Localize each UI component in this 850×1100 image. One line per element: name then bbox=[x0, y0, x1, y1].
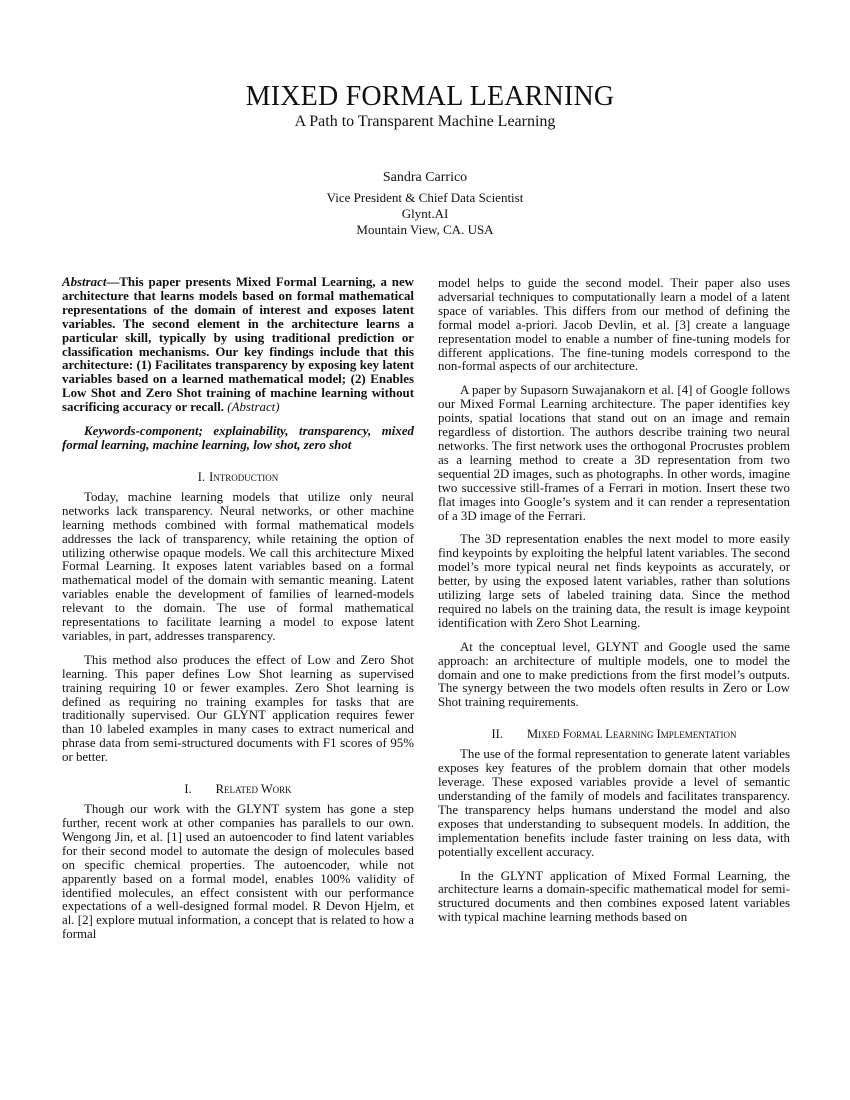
section-number: I. bbox=[197, 469, 206, 484]
abstract-label: Abstract bbox=[62, 275, 107, 289]
section-heading-implementation bbox=[438, 726, 790, 742]
section-title: Related Work bbox=[215, 782, 292, 797]
related-paragraph-2: A paper by Supasorn Suwajanakorn et al. [4] of Google follows our Mixed Formal Learning architecture. The paper identifies key points, spatial locations that stand out on an image and remain regardless of distortion. The authors describe training two neural networks. The first network uses the orthogonal Procrustes problem as a learning method to create a 3D representation from two sequential 2D images, such as photographs. In other words, imagine two successive still-frames of a Ferrari in motion. Insert these two flat images into Google’s system and it can render a representation of a 3D image of the Ferrari. bbox=[438, 383, 790, 523]
intro-paragraph-1: Today, machine learning models that utilize only neural networks lack transparency. Neural networks, or other machine learning methods combined with formal mathematical models addresses the lack of transparency, while retaining the option of utilizing otherwise opaque models. We call this architecture Mixed Formal Learning. It exposes latent variables based on a formal mathematical model of the domain with semantic meaning. Latent variables enable the development of families of learned-models relevant to the domain. The use of formal mathematical representations to facilitate learning a model to expose latent variables, in part, addresses transparency. bbox=[62, 489, 414, 643]
paper-title: MIXED FORMAL LEARNING bbox=[245, 81, 615, 112]
keywords: Keywords-component; explainability, transparency, mixed formal learning, machine learning, low shot, zero shot bbox=[62, 424, 414, 452]
implementation-paragraph-2: In the GLYNT application of Mixed Formal Learning, the architecture learns a domain-specific mathematical model for semi-structured documents and then combines exposed latent variables with typical machine learning methods based on bbox=[438, 868, 790, 925]
paper-subtitle: A Path to Transparent Machine Learning bbox=[294, 113, 556, 130]
related-paragraph-4: At the conceptual level, GLYNT and Google used the same approach: an architecture of multiple models, one to model the domain and one to make predictions from the first model’s outputs. The synergy between the two models often results in Zero or Low Shot training requirements. bbox=[438, 639, 790, 710]
section-number: II. bbox=[491, 727, 503, 742]
author-name: Sandra Carrico bbox=[382, 170, 468, 185]
section-number: I. bbox=[184, 782, 192, 797]
abstract bbox=[62, 276, 414, 415]
author-title: Vice President & Chief Data Scientist bbox=[326, 190, 524, 205]
related-paragraph-1: Though our work with the GLYNT system has gone a step further, recent work at other companies has parallels to our own. Wengong Jin, et al. [1] used an autoencoder to find latent variables for their second model to automate the design of molecules based on specific chemical properties. The autoencoder, while not apparently based on a formal model, enables 100% validity of identified molecules, an effect consistent with our performance expectations of a well-designed formal model. R Devon Hjelm, et al. [2] explore mutual information, a concept that is related to how a formal bbox=[62, 802, 414, 942]
section-title: Introduction bbox=[209, 469, 279, 484]
related-paragraph-1-continued: model helps to guide the second model. Their paper also uses adversarial techniques to computationally learn a model of a latent space of variables. This differs from our method of defining the formal model a-priori. Jacob Devlin, et al. [3] create a language representation model to enable a number of fine-tuning models for different applications. The fine-tuning models correspond to the non-formal aspects of our architecture. bbox=[438, 276, 790, 374]
author-organization: Glynt.AI bbox=[401, 206, 449, 221]
abstract-tag: (Abstract) bbox=[227, 400, 280, 415]
section-heading-related-work bbox=[62, 781, 414, 797]
abstract-text: —This paper presents Mixed Formal Learning, a new architecture that learns models based on formal mathematical representations of the domain of interest and exposes latent variables. The second element in the architecture learns a particular skill, typically by using traditional prediction or classification mechanisms. Our key findings include that this architecture: (1) Facilitates transparency by exposing key latent variables based on a learned mathematical model; (2) Enables Low Shot and Zero Shot training of machine learning without sacrificing accuracy or recall. bbox=[62, 275, 414, 415]
intro-paragraph-2: This method also produces the effect of Low and Zero Shot learning. This paper defines Low Shot learning as supervised training requiring 10 or fewer examples. Zero Shot learning is defined as requiring no training examples for tasks that are traditionally supervised. Our GLYNT application requires fewer than 10 labeled examples in many cases to extract numerical and phrase data from semi-structured documents with F1 scores of 95% or better. bbox=[62, 652, 414, 765]
implementation-paragraph-1: The use of the formal representation to generate latent variables exposes key features of the problem domain that other models leverage. These exposed variables provide a level of semantic understanding of the family of models and facilitates transparency. The transparency helps humans understand the model and also exposes that understanding to subsequent models. In addition, the implementation benefits include faster training on less data, with potentially excellent accuracy. bbox=[438, 747, 790, 859]
section-title: Mixed Formal Learning Implementation bbox=[526, 727, 737, 742]
right-column bbox=[438, 277, 790, 935]
left-column bbox=[62, 276, 414, 952]
related-paragraph-3: The 3D representation enables the next model to more easily find keypoints by exploiting the helpful latent variables. The second model’s more typical neural net finds keypoints as accurately, or better, by using the exposed latent variables, rather than solutions utilizing large sets of labeled training data. Since the method required no labels on the training data, the result is image keypoint identification with Zero Shot Learning. bbox=[438, 532, 790, 630]
author-location: Mountain View, CA. USA bbox=[356, 222, 494, 237]
section-heading-introduction bbox=[62, 469, 414, 485]
